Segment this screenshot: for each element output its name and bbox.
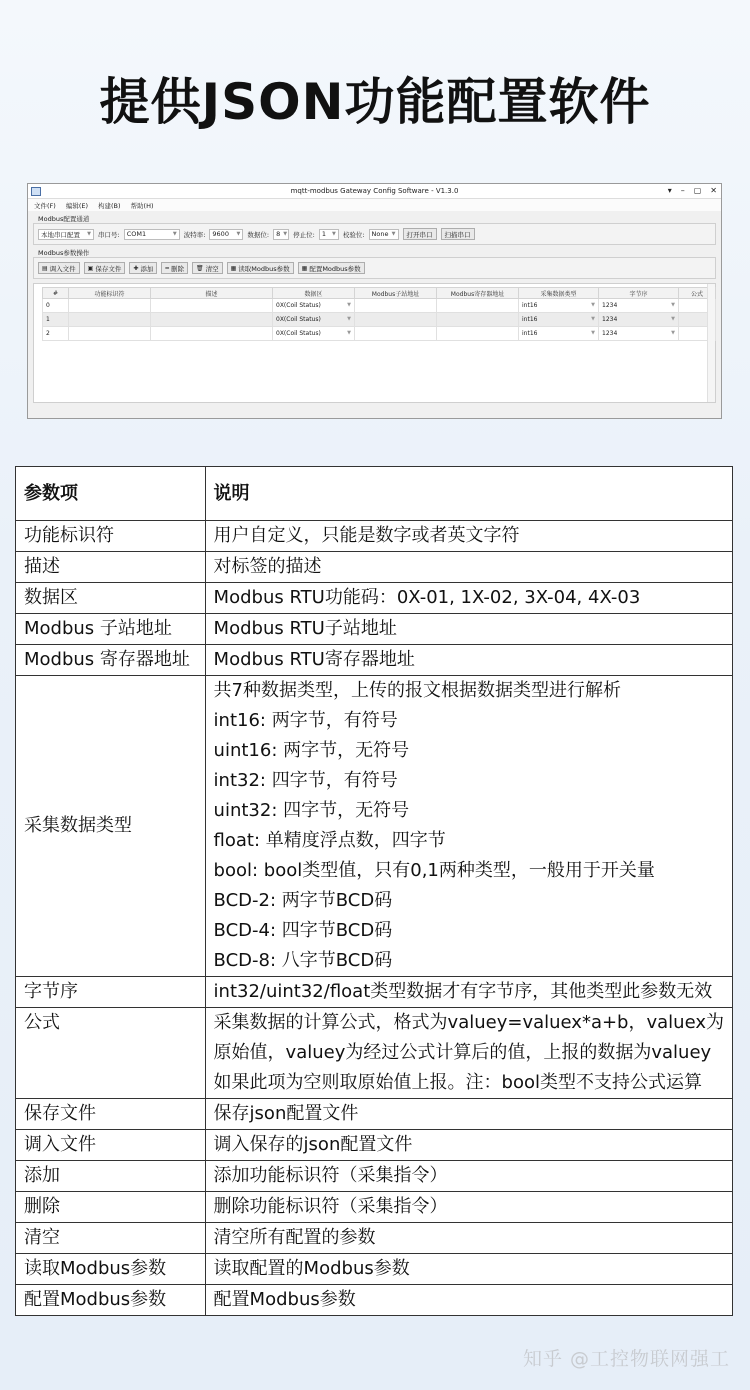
- param-grid: [33, 283, 716, 403]
- open-port-button[interactable]: 打开串口: [403, 228, 437, 240]
- menu-edit[interactable]: 编辑(E): [65, 201, 88, 210]
- stopbits-label: 停止位:: [293, 230, 315, 239]
- header-key: 参数项: [16, 467, 206, 521]
- table-row: [16, 521, 733, 552]
- table-row: [16, 1223, 733, 1254]
- table-row: [16, 1192, 733, 1223]
- channel-group: [33, 223, 716, 245]
- chevron-down-icon: ▼: [591, 316, 595, 322]
- title-bar: [28, 184, 721, 199]
- col-index[interactable]: #: [43, 288, 69, 299]
- chevron-down-icon: ▼: [671, 302, 675, 308]
- chevron-down-icon: ▼: [591, 302, 595, 308]
- desc-line: uint16: 两字节，无符号: [213, 740, 410, 761]
- param-key: 采集数据类型: [16, 676, 206, 977]
- desc-line: Modbus RTU功能码：0X-01, 1X-02, 3X-04, 4X-03: [213, 587, 641, 608]
- ops-group: [33, 257, 716, 279]
- param-key: 数据区: [16, 583, 206, 614]
- desc-line: uint32: 四字节，无符号: [213, 800, 410, 821]
- parity-select[interactable]: None ▼: [369, 229, 399, 240]
- close-icon[interactable]: ✕: [710, 186, 717, 195]
- param-desc: [205, 676, 732, 977]
- desc-line: 用户自定义，只能是数字或者英文字符: [213, 525, 520, 546]
- param-key: 删除: [16, 1192, 206, 1223]
- chevron-down-icon: ▼: [391, 231, 396, 237]
- param-desc: [205, 614, 732, 645]
- port-select[interactable]: COM1 ▼: [124, 229, 180, 240]
- minimize-icon[interactable]: –: [680, 186, 685, 195]
- param-key: 字节序: [16, 977, 206, 1008]
- table-row: [16, 1254, 733, 1285]
- menu-build[interactable]: 构建(B): [98, 201, 121, 210]
- header-desc: 说明: [205, 467, 732, 521]
- chevron-down-icon: ▼: [347, 330, 351, 336]
- desc-line: 共7种数据类型，上传的报文根据数据类型进行解析: [213, 680, 621, 701]
- param-key: 配置Modbus参数: [16, 1285, 206, 1316]
- grid-header: [43, 288, 716, 299]
- config-modbus-button[interactable]: ▦ 配置Modbus参数: [298, 262, 365, 274]
- param-desc: [205, 1285, 732, 1316]
- delete-button[interactable]: ━ 删除: [161, 262, 188, 274]
- desc-line: 原始值，valuey为经过公式计算后的值，上报的数据为valuey: [213, 1042, 712, 1063]
- param-key: 清空: [16, 1223, 206, 1254]
- ops-group-title: Modbus参数操作: [38, 249, 90, 257]
- param-key: 添加: [16, 1161, 206, 1192]
- table-header: [16, 467, 733, 521]
- col-order[interactable]: 字节序: [599, 288, 679, 299]
- desc-line: BCD-2: 两字节BCD码: [213, 890, 393, 911]
- table-row: [16, 977, 733, 1008]
- chevron-down-icon: ▼: [347, 316, 351, 322]
- read-modbus-button[interactable]: ▦ 读取Modbus参数: [227, 262, 294, 274]
- param-desc: [205, 1008, 732, 1099]
- param-desc: [205, 1130, 732, 1161]
- minus-icon: ━: [165, 264, 169, 272]
- param-key: 调入文件: [16, 1130, 206, 1161]
- chevron-down-icon: ▼: [671, 316, 675, 322]
- col-id[interactable]: 功能标识符: [69, 288, 151, 299]
- desc-line: 配置Modbus参数: [213, 1289, 356, 1310]
- desc-line: 对标签的描述: [213, 556, 322, 577]
- table-row: [16, 1161, 733, 1192]
- chevron-down-icon: ▼: [331, 231, 336, 237]
- desc-line: 保存json配置文件: [213, 1103, 359, 1124]
- menu-help[interactable]: 帮助(H): [130, 201, 154, 210]
- param-key: 描述: [16, 552, 206, 583]
- chevron-down-icon: ▼: [347, 302, 351, 308]
- plus-icon: ✚: [133, 264, 139, 272]
- param-desc: [205, 645, 732, 676]
- col-formula[interactable]: 公式: [679, 288, 716, 299]
- window-title: mqtt-modbus Gateway Config Software - V1.3.0: [290, 187, 459, 195]
- databits-select[interactable]: 8 ▼: [273, 229, 289, 240]
- databits-label: 数据位:: [247, 230, 270, 239]
- table-row: [16, 1099, 733, 1130]
- param-desc: [205, 552, 732, 583]
- param-description-table: [15, 466, 733, 1316]
- baud-label: 波特率:: [183, 230, 206, 239]
- menu-bar: [28, 199, 721, 211]
- save-icon: ▣: [87, 264, 94, 272]
- stopbits-select[interactable]: 1 ▼: [319, 229, 339, 240]
- param-desc: [205, 521, 732, 552]
- watermark: 知乎 @工控物联网强工: [522, 1348, 730, 1370]
- param-desc: [205, 1223, 732, 1254]
- menu-file[interactable]: 文件(F): [34, 201, 56, 210]
- table-row[interactable]: 2 0X(Coil Status) ▼ int16 ▼ 1234 ▼: [43, 327, 716, 341]
- table-row: [16, 645, 733, 676]
- table-row: [16, 583, 733, 614]
- desc-line: 添加功能标识符（采集指令）: [213, 1165, 448, 1186]
- param-key: Modbus 寄存器地址: [16, 645, 206, 676]
- param-desc: [205, 1161, 732, 1192]
- desc-line: int32/uint32/float类型数据才有字节序，其他类型此参数无效: [213, 981, 713, 1002]
- col-slave[interactable]: Modbus子站地址: [355, 288, 437, 299]
- config-icon: ▦: [301, 264, 308, 272]
- desc-line: Modbus RTU子站地址: [213, 618, 397, 639]
- param-desc: [205, 1099, 732, 1130]
- table-row: [16, 552, 733, 583]
- desc-line: 如果此项为空则取原始值上报。注：bool类型不支持公式运算: [213, 1072, 702, 1093]
- desc-line: 删除功能标识符（采集指令）: [213, 1196, 448, 1217]
- col-register[interactable]: Modbus寄存器地址: [437, 288, 519, 299]
- table-row[interactable]: 1 0X(Coil Status) ▼ int16 ▼ 1234 ▼: [43, 313, 716, 327]
- table-row: [16, 1130, 733, 1161]
- desc-line: 采集数据的计算公式，格式为valuey=valuex*a+b，valuex为: [213, 1012, 724, 1033]
- param-key: 读取Modbus参数: [16, 1254, 206, 1285]
- col-desc[interactable]: 描述: [151, 288, 273, 299]
- channel-group-title: Modbus配置通道: [38, 215, 90, 223]
- trash-icon: 🗑: [196, 264, 204, 272]
- import-icon: ▤: [42, 264, 48, 272]
- scan-port-button[interactable]: 扫描串口: [441, 228, 475, 240]
- desc-line: 调入保存的json配置文件: [213, 1134, 413, 1155]
- desc-line: BCD-8: 八字节BCD码: [213, 950, 393, 971]
- baud-select[interactable]: 9600 ▼: [209, 229, 243, 240]
- chevron-down-icon: ▼: [87, 231, 91, 237]
- col-type[interactable]: 采集数据类型: [519, 288, 599, 299]
- save-file-button[interactable]: ▣ 保存文件: [84, 262, 126, 274]
- param-key: 功能标识符: [16, 521, 206, 552]
- port-label: 串口号:: [98, 230, 120, 239]
- load-file-button[interactable]: ▤ 调入文件: [38, 262, 80, 274]
- chevron-down-icon: ▼: [236, 231, 241, 237]
- desc-line: int16: 两字节，有符号: [213, 710, 398, 731]
- chevron-down-icon: ▼: [283, 231, 288, 237]
- chevron-down-icon: ▼: [591, 330, 595, 336]
- table-row: [16, 1285, 733, 1316]
- param-desc: [205, 1192, 732, 1223]
- page-headline: 提供JSON功能配置软件: [99, 73, 651, 131]
- col-area[interactable]: 数据区: [273, 288, 355, 299]
- channel-select[interactable]: 本地串口配置 ▼: [38, 229, 94, 240]
- param-key: 公式: [16, 1008, 206, 1099]
- table-row: [16, 1008, 733, 1099]
- param-desc: [205, 977, 732, 1008]
- grid-scrollbar[interactable]: [707, 284, 715, 402]
- desc-line: 清空所有配置的参数: [213, 1227, 376, 1248]
- table-row: [16, 676, 733, 977]
- param-key: 保存文件: [16, 1099, 206, 1130]
- app-window: [27, 183, 722, 419]
- read-icon: ▦: [230, 264, 237, 272]
- param-key: Modbus 子站地址: [16, 614, 206, 645]
- param-desc: [205, 1254, 732, 1285]
- table-row[interactable]: 0 0X(Coil Status) ▼ int16 ▼ 1234 ▼: [43, 299, 716, 313]
- menu-arrow-icon[interactable]: ▾: [667, 186, 672, 195]
- desc-line: int32: 四字节，有符号: [213, 770, 398, 791]
- window-controls: [668, 186, 717, 195]
- desc-line: bool: bool类型值，只有0,1两种类型，一般用于开关量: [213, 860, 655, 881]
- desc-line: Modbus RTU寄存器地址: [213, 649, 415, 670]
- add-button[interactable]: ✚ 添加: [129, 262, 157, 274]
- param-desc: [205, 583, 732, 614]
- desc-line: BCD-4: 四字节BCD码: [213, 920, 393, 941]
- clear-button[interactable]: 🗑 清空: [192, 262, 223, 274]
- desc-line: 读取配置的Modbus参数: [213, 1258, 410, 1279]
- parity-label: 校验位:: [342, 230, 365, 239]
- table-row: [16, 614, 733, 645]
- maximize-icon[interactable]: ▢: [693, 186, 702, 195]
- desc-line: float: 单精度浮点数，四字节: [213, 830, 446, 851]
- chevron-down-icon: ▼: [172, 231, 177, 237]
- chevron-down-icon: ▼: [671, 330, 675, 336]
